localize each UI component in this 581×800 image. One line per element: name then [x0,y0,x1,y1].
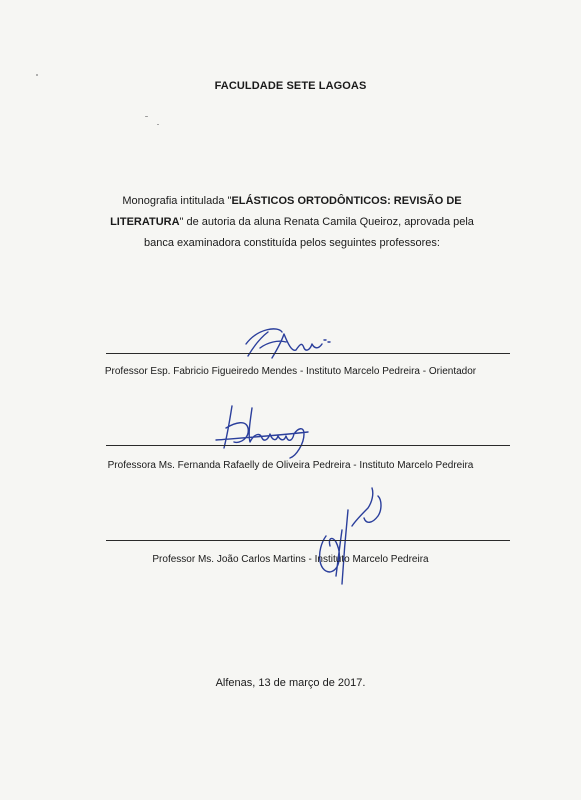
scan-speck [145,116,148,117]
signature-2 [212,398,322,463]
examiner-caption-2: Professora Ms. Fernanda Rafaelly de Oliveira Pedreira - Instituto Marcelo Pedreira [107,460,474,471]
signature-line-1 [106,353,510,354]
scan-speck [36,74,38,76]
institution-name: FACULDADE SETE LAGOAS [214,80,367,92]
examiner-caption-1: Professor Esp. Fabricio Figueiredo Mendes - Instituto Marcelo Pedreira - Orientador [104,366,477,377]
signature-line-3 [106,540,510,541]
approval-statement [100,191,484,254]
date-line: Alfenas, 13 de março de 2017. [215,677,366,689]
scan-speck [157,124,159,125]
statement-suffix: " de autoria da aluna Renata Camila Queiroz, aprovada pela banca examinadora constituída pelos seguintes professores: [144,216,474,249]
statement-prefix: Monografia intitulada " [122,195,232,207]
signature-1 [238,318,338,368]
signature-3 [312,480,392,590]
signature-line-2 [106,445,510,446]
monograph-title: ELÁSTICOS ORTODÔNTICOS: REVISÃO DE LITERATURA [110,195,462,228]
examiner-caption-3: Professor Ms. João Carlos Martins - Instituto Marcelo Pedreira [152,554,429,565]
